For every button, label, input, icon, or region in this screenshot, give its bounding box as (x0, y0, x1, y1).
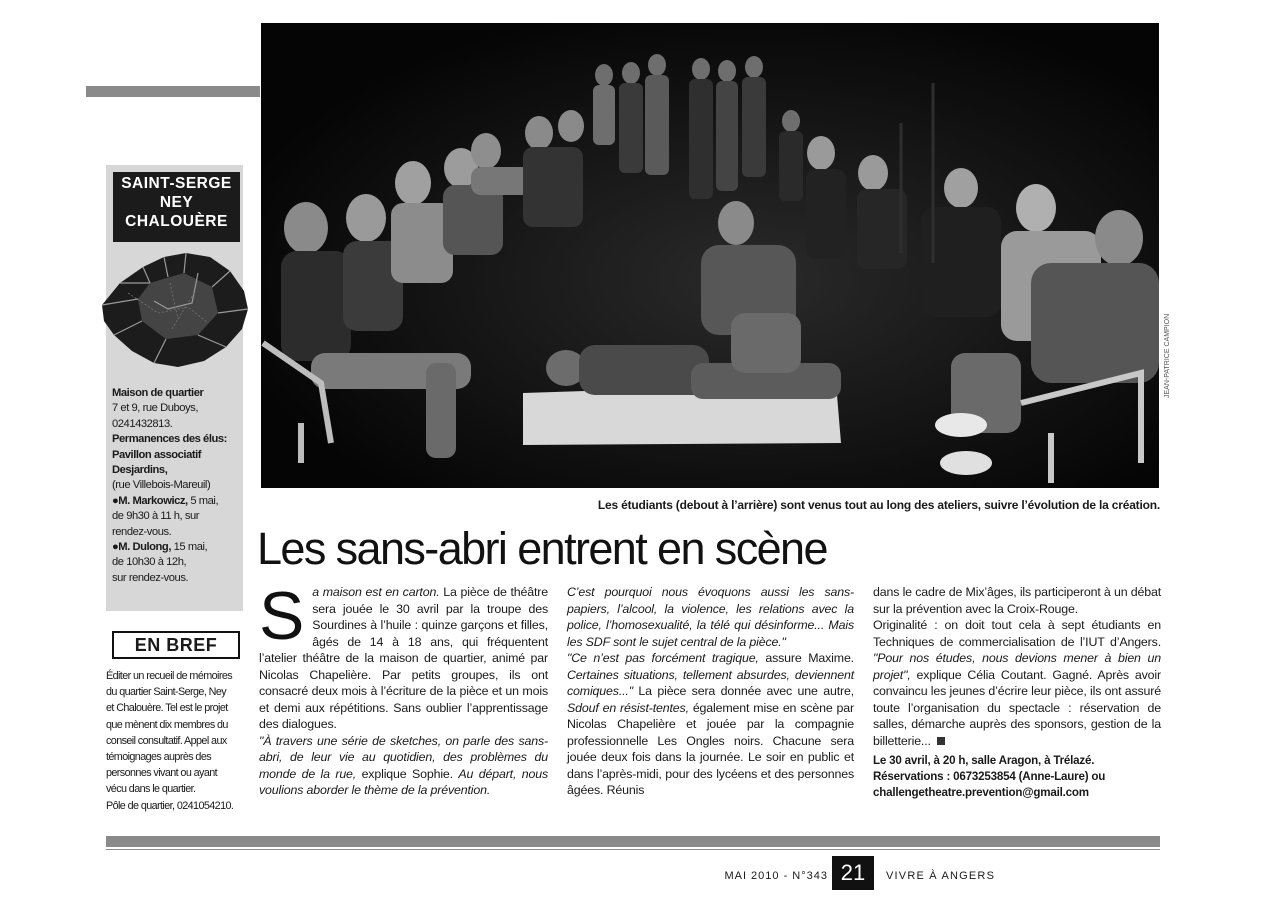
col1-quote-italic: "À travers une série de sketches, on parle des sans-abri, de leur vie au quotidien, des problèmes du monde de la rue, (259, 733, 548, 781)
en-bref-line: Pôle de quartier, 0241054210. (106, 799, 234, 812)
photo-credit: JEAN-PATRICE CAMPION (1164, 313, 1171, 398)
col2-para-1: C’est pourquoi nous évoquons aussi les sans-papiers, l’alcool, la violence, les relations avec la police, l’homosexualité, la télé qui désinforme... Mais les SDF sont le sujet central de la pièce." (567, 585, 854, 649)
col2-quote-b: Certaines situations, tellement absurdes, deviennent comiques..." (567, 667, 854, 698)
district-map-icon (98, 243, 250, 371)
magazine-name: VIVRE À ANGERS (886, 870, 996, 882)
article-column-2 (567, 584, 854, 799)
sidebar-info-line: Permanences des élus: (112, 433, 227, 446)
district-name-box (113, 172, 240, 242)
en-bref-line: personnes vivant ou ayant (106, 767, 218, 780)
bottom-thin-rule (106, 849, 1160, 850)
col1-lead-italic: a maison est en carton. (312, 585, 440, 599)
article-headline: Les sans-abri entrent en scène (257, 523, 827, 574)
drop-cap: S (259, 578, 305, 654)
event-email-link[interactable]: challengetheatre.prevention@gmail.com (873, 786, 1089, 799)
en-bref-line: que mènent dix membres du (106, 718, 228, 731)
article-column-1 (259, 578, 548, 799)
en-bref-line: vécu dans le quartier. (106, 783, 196, 796)
en-bref-line: conseil consultatif. Appel aux (106, 734, 227, 747)
district-line-3: CHALOUÈRE (125, 213, 228, 230)
event-reservation-line: Réservations : 0673253854 (Anne-Laure) ou (873, 770, 1106, 783)
article-photo (261, 23, 1159, 488)
sidebar-info-line: sur rendez-vous. (112, 571, 189, 584)
en-bref-line: témoignages auprès des (106, 751, 212, 764)
col2-rest-b: également mise en scène par Nicolas Chapelière et jouée par la compagnie professionnelle Les Ongles noirs. Chacune sera jouée deux fois dans la journée. Le soir en public et dans l’après-midi, pour des lycéens et des personnes âgées. Réunis (567, 700, 854, 797)
photo-caption: Les étudiants (debout à l’arrière) sont venus tout au long des ateliers, suivre l’évolution de la création. (597, 498, 1160, 512)
sidebar-info-line: Maison de quartier (112, 387, 204, 399)
sidebar-info (112, 386, 242, 586)
bottom-rule (106, 836, 1160, 847)
col3-para-2a: Originalité : on doit tout cela à sept étudiants en Techniques de commercialisation de l’IUT d’Angers. (873, 618, 1161, 649)
end-mark-icon (937, 737, 945, 745)
col3-para-2b: explique Célia Coutant. Gagné. Après avoir convaincu les jeunes d’écrire leur pièce, ils ont assuré toute l’organisation du spectacle : réservation de salles, démarche auprès des sponsors, gestion de la billetterie... (873, 667, 1161, 748)
en-bref-line: Éditer un recueil de mémoires (106, 670, 233, 682)
top-rule (86, 86, 260, 97)
en-bref-line: du quartier Saint-Serge, Ney (106, 686, 227, 699)
col1-quote-end: Au départ, nous voulions aborder le thème de la prévention. (259, 766, 548, 797)
page-number: 21 (832, 856, 874, 890)
sidebar-info-line: (rue Villebois-Mareuil) (112, 479, 211, 492)
sidebar-info-line: 7 et 9, rue Duboys, (112, 402, 198, 415)
article-column-3 (873, 584, 1161, 801)
en-bref-text (106, 668, 246, 814)
issue-info: MAI 2010 - N°343 (724, 870, 828, 882)
sidebar-info-line: Pavillon associatif (112, 448, 202, 461)
en-bref-line: et Chalouère. Tel est le projet (106, 702, 228, 715)
sidebar-info-line: de 10h30 à 12h, (112, 556, 187, 569)
col2-play-title: Sdouf en résist-tentes, (567, 700, 689, 715)
col2-rest-a: La pièce sera donnée avec une autre, (632, 684, 854, 698)
sidebar-info-line: 0241432813. (112, 417, 173, 430)
sidebar-info-line: ●M. Dulong, 15 mai, (112, 541, 208, 554)
col2-mid: assure Maxime. (758, 651, 854, 665)
event-date-line: Le 30 avril, à 20 h, salle Aragon, à Trélazé. (873, 754, 1095, 767)
col1-quote-mid: explique Sophie. (356, 766, 459, 781)
col2-quote-a: "Ce n’est pas forcément tragique, (567, 651, 759, 665)
col3-quote: "Pour nos études, nous devions mener à bien un projet", (873, 651, 1161, 682)
col3-para-1: dans le cadre de Mix’âges, ils participeront à un débat sur la prévention avec la Croix-Rouge. (873, 585, 1161, 616)
en-bref-title: EN BREF (112, 631, 240, 659)
col1-lead-text: La pièce de théâtre sera jouée le 30 avril par la troupe des Sourdines à l’huile : quinze garçons et filles, âgés de 14 à 18 ans, qui fréquentent l’atelier théâtre de la maison de quartier, animé par Nicolas Chapelière. Par petits groupes, ils ont consacré deux mois à l’écriture de la pièce et un mois et demi aux répétitions. Sans oublier l’apprentissage des dialogues. (259, 585, 548, 731)
district-line-1: SAINT-SERGE (121, 175, 232, 192)
sidebar-info-line: de 9h30 à 11 h, sur (112, 510, 200, 523)
sidebar-info-line: Desjardins, (112, 464, 168, 477)
sidebar-info-line: ●M. Markowicz, 5 mai, (112, 494, 219, 507)
district-line-2: NEY (159, 194, 194, 211)
sidebar-info-line: rendez-vous. (112, 525, 172, 538)
